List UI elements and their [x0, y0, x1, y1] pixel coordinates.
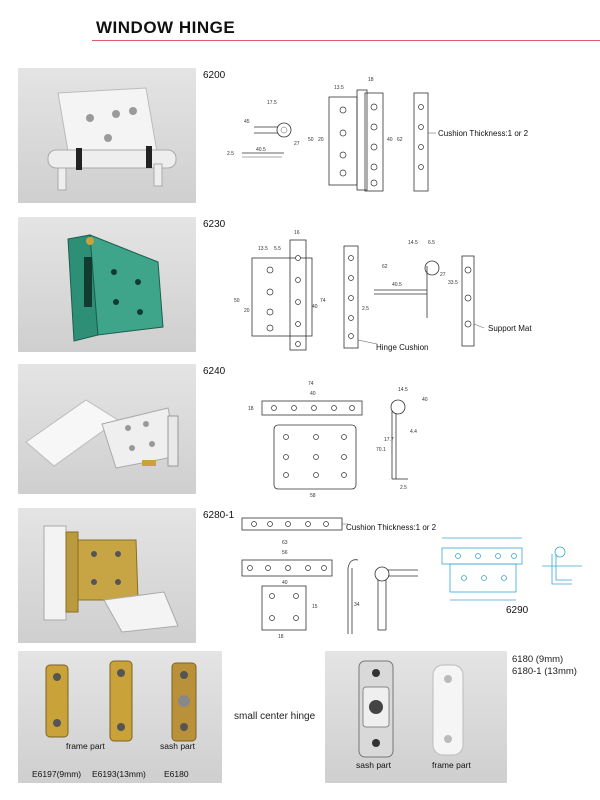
dim-34: 34 [354, 602, 360, 608]
dim-70-1: 70.1 [376, 447, 386, 453]
small-center-hinge-label: small center hinge [234, 711, 316, 722]
dim-13-5: 13.5 [334, 85, 344, 91]
hinge-6200-illustration [18, 68, 196, 203]
dim-15: 15 [312, 604, 318, 610]
dim-27: 27 [294, 141, 300, 147]
dim-2-5-c: 2.5 [400, 485, 407, 491]
drawing-6200 [222, 75, 592, 205]
frame-part-label: frame part [66, 741, 105, 751]
dim-50: 50 [308, 137, 314, 143]
dim-17-5: 17.5 [267, 100, 277, 106]
dim-45: 45 [244, 119, 250, 125]
dim-58: 58 [310, 493, 316, 499]
product-code-6200: 6200 [203, 70, 226, 81]
dim-40-b: 40 [312, 304, 318, 310]
dim-18: 18 [368, 77, 374, 83]
dim-40-5-b: 40.5 [392, 282, 402, 288]
dim-2-5: 2.5 [227, 151, 234, 157]
dim-40-e: 40 [282, 580, 288, 586]
dim-33-5: 33.5 [448, 280, 458, 286]
center-sash-part-label: sash part [356, 760, 391, 770]
dim-27-b: 27 [440, 272, 446, 278]
support-mat-note: Support Mat [488, 324, 532, 333]
dim-62: 62 [397, 137, 403, 143]
dim-6-5: 6.5 [428, 240, 435, 246]
center-frame-part-label: frame part [432, 760, 471, 770]
dim-50-b: 50 [234, 298, 240, 304]
dim-13-5-b: 13.5 [258, 246, 268, 252]
hinge-6230-illustration [18, 217, 196, 352]
dim-17-7: 17.7 [384, 437, 394, 443]
dim-14-5-b: 14.5 [398, 387, 408, 393]
product-photo-6240 [18, 364, 196, 494]
code-6180-1: 6180-1 (13mm) [512, 666, 577, 677]
dim-40: 40 [387, 137, 393, 143]
hinge-6280-1-illustration [18, 508, 196, 643]
dim-63: 63 [282, 540, 288, 546]
product-code-6290: 6290 [506, 605, 529, 616]
product-photo-6230 [18, 217, 196, 352]
dim-40-5: 40.5 [256, 147, 266, 153]
product-code-6280-1: 6280-1 [203, 510, 235, 521]
code-e6180: E6180 [164, 769, 189, 779]
code-e6193: E6193(13mm) [92, 769, 146, 779]
hinge-6240-illustration [18, 364, 196, 494]
dim-40-d: 40 [422, 397, 428, 403]
sash-part-label: sash part [160, 741, 195, 751]
small-hinges-photo [18, 651, 222, 783]
code-6180: 6180 (9mm) [512, 654, 564, 665]
dim-5-5: 5.5 [274, 246, 281, 252]
page-title: WINDOW HINGE [96, 18, 236, 37]
product-code-6230: 6230 [203, 219, 226, 230]
cushion-note-6200: Cushion Thickness:1 or 2 [438, 129, 529, 138]
small-hinges-illustration [18, 651, 222, 783]
product-code-6240: 6240 [203, 366, 226, 377]
drawing-6240 [222, 373, 592, 498]
dim-40-c: 40 [310, 391, 316, 397]
hinge-cushion-note: Hinge Cushion [376, 343, 429, 352]
dim-18-b: 18 [248, 406, 254, 412]
dim-74: 74 [320, 298, 326, 304]
title-rule [92, 40, 600, 41]
product-photo-6200 [18, 68, 196, 203]
center-hinge-photo [325, 651, 507, 783]
dim-62-b: 62 [382, 264, 388, 270]
dim-56: 56 [282, 550, 288, 556]
drawing-6230 [222, 228, 592, 358]
dim-4-4: 4.4 [410, 429, 417, 435]
product-photo-6280-1 [18, 508, 196, 643]
dim-16: 16 [294, 230, 300, 236]
center-hinge-illustration [325, 651, 507, 783]
dim-2-5-b: 2.5 [362, 306, 369, 312]
cushion-note-6280-1: Cushion Thickness:1 or 2 [346, 523, 437, 532]
dim-20-b: 20 [244, 308, 250, 314]
dim-74-b: 74 [308, 381, 314, 387]
dim-18-c: 18 [278, 634, 284, 640]
dim-14-5: 14.5 [408, 240, 418, 246]
code-e6197: E6197(9mm) [32, 769, 82, 779]
dim-20: 20 [318, 137, 324, 143]
